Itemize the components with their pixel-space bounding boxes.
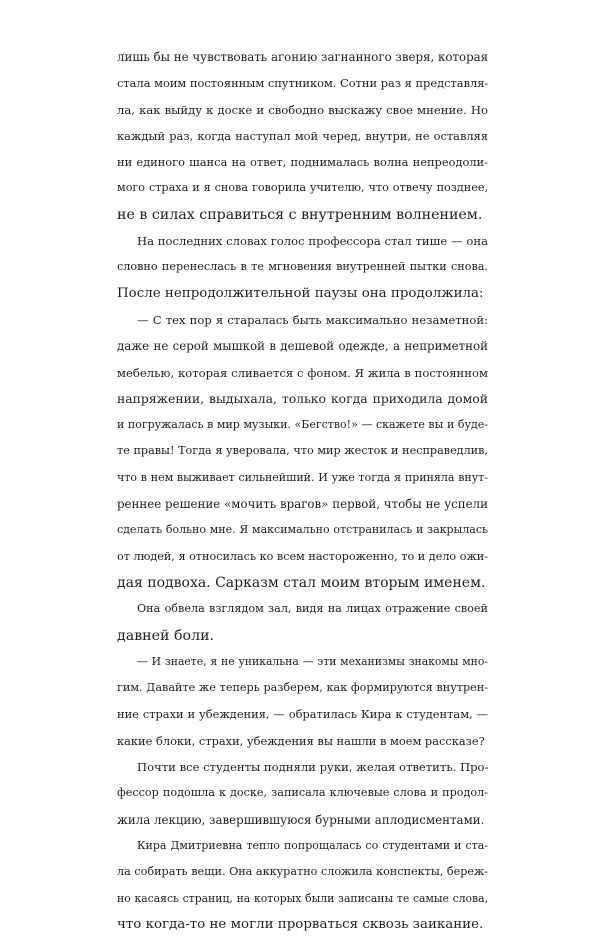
text-line: На последних словах голос профессора стал тише — она [137, 234, 488, 249]
text-line: — С тех пор я старалась быть максимально незаметной: [137, 312, 488, 327]
text-line: фессор подошла к доске, записала ключевые слова и продол- [117, 786, 488, 800]
text-line: Почти все студенты подняли руки, желая ответить. Про- [137, 760, 489, 775]
text-line: Она обвела взглядом зал, видя на лицах отражение своей [137, 602, 488, 616]
text-line: Кира Дмитриевна тепло попрощалась со студентами и ста- [137, 838, 488, 852]
text-line: напряжении, выдыхала, только когда приходила домой [117, 390, 488, 406]
text-line: даже не серой мышкой в дешевой одежде, а неприметной [117, 339, 488, 354]
text-line: ни единого шанса на ответ, поднималась волна непреодоли- [117, 155, 488, 170]
text-line: мого страха и я снова говорила учителю, что отвечу позднее, [117, 181, 488, 195]
text-line: жила лекцию, завершившуюся бурными аплодисментами. [117, 812, 485, 827]
body-text [117, 44, 488, 938]
text-line: стала моим постоянным спутником. Сотни раз я представля- [117, 76, 489, 91]
text-line: каждый раз, когда наступал мой черед, внутри, не оставляя [117, 128, 488, 143]
text-line: гим. Давайте же теперь разберем, как формируются внутрен- [117, 681, 488, 695]
text-line: ла собирать вещи. Она аккуратно сложила конспекты, береж- [117, 865, 489, 879]
text-line: что когда-то не могли прорваться сквозь заикание. [117, 916, 484, 932]
text-line: те правы! Тогда я уверовала, что мир жесток и несправедлив, [117, 444, 488, 458]
text-line: и погружалась в мир музыки. «Бегство!» — скажете вы и буде- [117, 418, 488, 432]
text-line: словно перенеслась в те мгновения внутренней пытки снова. [117, 260, 488, 274]
text-line: какие блоки, страхи, убеждения вы нашли в моем рассказе? [117, 733, 485, 748]
text-line: ние страхи и убеждения, — обратилась Кира к студентам, — [117, 707, 488, 722]
text-line: но касаясь страниц, на которых были записаны те самые слова, [117, 891, 488, 905]
text-line: давней боли. [117, 627, 215, 644]
text-line: от людей, я относилась ко всем настороженно, то и дело ожи- [117, 549, 488, 563]
text-line: мебелью, которая сливается с фоном. Я жила в постоянном [117, 365, 488, 380]
text-line: После непродолжительной паузы она продолжила: [117, 285, 484, 301]
text-line: ла, как выйду к доске и свободно выскажу свое мнение. Но [117, 102, 488, 117]
text-line: — И знаете, я не уникальна — эти механизмы знакомы мно- [137, 654, 488, 668]
text-line: дая подвоха. Сарказм стал моим вторым именем. [117, 574, 486, 591]
text-line: лишь бы не чувствовать агонию загнанного зверя, которая [117, 50, 489, 64]
text-line: не в силах справиться с внутренним волнением. [117, 206, 483, 223]
text-line: сделать больно мне. Я максимально отстранилась и закрылась [117, 523, 488, 537]
text-line: реннее решение «мочить врагов» первой, чтобы не успели [117, 497, 488, 512]
text-line: что в нем выживает сильнейший. И уже тогда я приняла внут- [117, 470, 488, 484]
